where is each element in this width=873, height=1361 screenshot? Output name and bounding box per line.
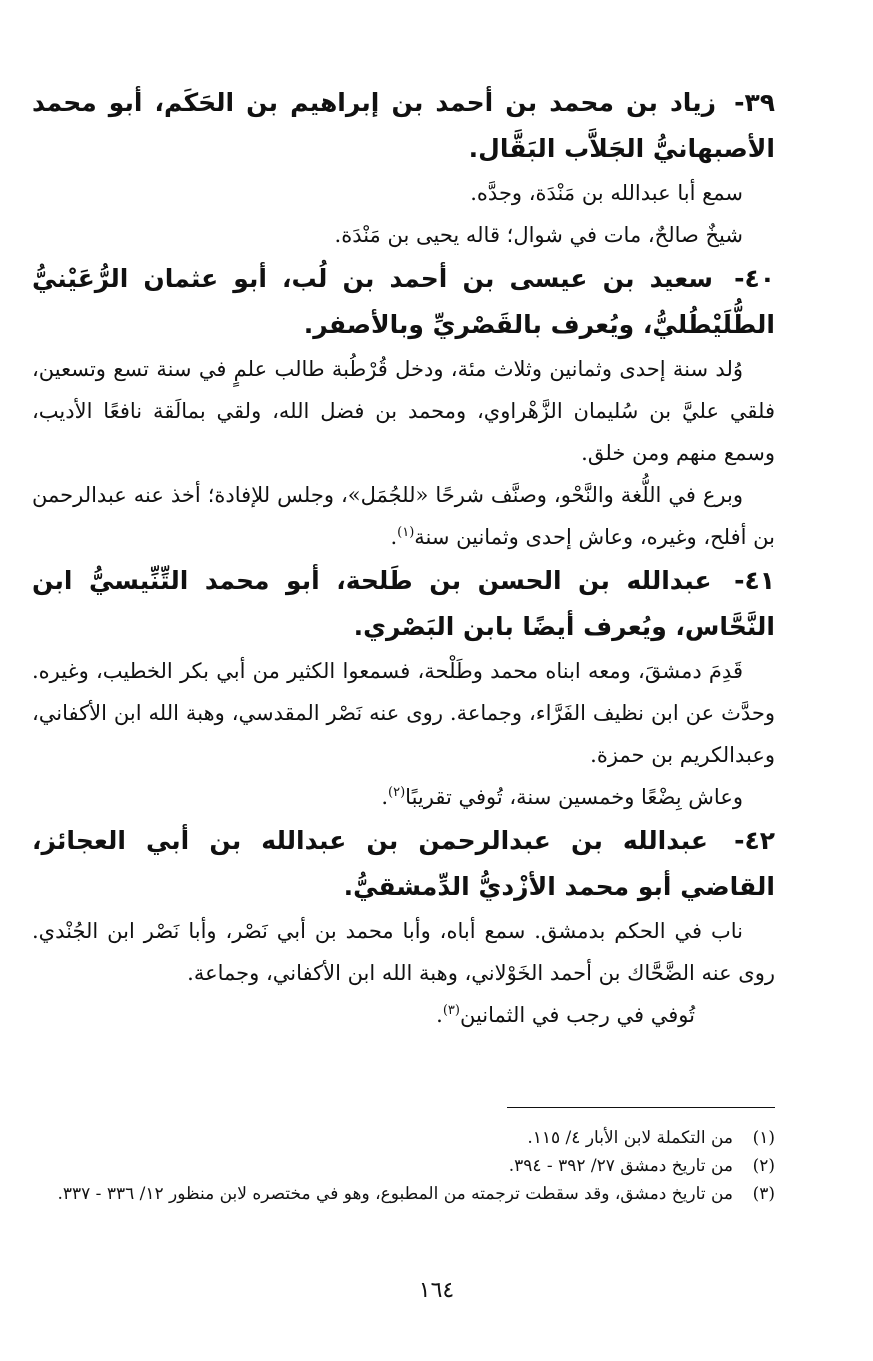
footnote-text: من تاريخ دمشق، وقد سقطت ترجمته من المطبوع، وهو في مختصره لابن منظور ١٢/ ٣٣٦ - ٣٣٧.: [57, 1184, 733, 1204]
entry-title: عبدالله بن عبدالرحمن بن عبدالله بن أبي العجائز، القاضي أبو محمد الأزْديُّ الدِّمشقيُّ.: [32, 826, 775, 901]
page-body: [32, 80, 775, 1036]
entry-title: زياد بن محمد بن أحمد بن إبراهيم بن الحَكَم، أبو محمد الأصبهانيُّ الجَلاَّب البَقَّال.: [32, 88, 775, 163]
footnote-text: من تاريخ دمشق ٢٧/ ٣٩٢ - ٣٩٤.: [508, 1156, 733, 1176]
entry-paragraph-text: تُوفي في رجب في الثمانين: [459, 1003, 695, 1027]
entry-heading: [32, 818, 775, 910]
footnote-ref[interactable]: (١): [397, 525, 415, 540]
entry-paragraph-text: وبرع في اللُّغة والنَّحْو، وصنَّف شرحًا «للجُمَل»، وجلس للإفادة؛ أخذ عنه عبدالرحمن بن أفلح، وغيره، وعاش إحدى وثمانين سنة: [32, 483, 775, 549]
entry-paragraph: سمع أبا عبدالله بن مَنْدَة، وجدَّه.: [470, 181, 743, 205]
footnotes: [40, 1124, 775, 1208]
entry-number: ٤٢-: [734, 826, 775, 855]
page-number: ١٦٤: [418, 1278, 455, 1303]
footnote-ref[interactable]: (٣): [442, 1003, 460, 1018]
footnote-text: من التكملة لابن الأبار ٤/ ١١٥.: [527, 1128, 733, 1148]
footnote-number: (٣): [752, 1184, 775, 1204]
entry-number: ٤٠-: [734, 264, 775, 293]
footnote: [40, 1124, 775, 1152]
entry-number: ٤١-: [734, 566, 775, 595]
entry-paragraph: وبرع في اللُّغة والنَّحْو، وصنَّف شرحًا «للجُمَل»، وجلس للإفادة؛ أخذ عنه عبدالرحمن بن أفلح، وغيره، وعاش إحدى وثمانين سنة$^{(١)}$.: [32, 483, 775, 549]
entry-paragraph: ناب في الحكم بدمشق. سمع أباه، وأبا محمد بن أبي نَصْر، وأبا نَصْر ابن الجُنْدي. روى عنه الضَّحَّاك بن أحمد الخَوْلاني، وهبة الله ابن الأكفاني، وجماعة.: [32, 919, 775, 985]
footnote-number: (٢): [752, 1156, 775, 1176]
entry-title: عبدالله بن الحسن بن طَلحة، أبو محمد التِّنِّيسيُّ ابن النَّحَّاس، ويُعرف أيضًا بابن البَصْري.: [32, 566, 775, 641]
footnote: [40, 1180, 775, 1208]
entry-paragraph: وعاش بِضْعًا وخمسين سنة، تُوفي تقريبًا$^{(٢)}$.: [381, 785, 743, 809]
entry-paragraph: وُلد سنة إحدى وثمانين وثلاث مئة، ودخل قُرْطُبة طالب علمٍ في سنة تسع وتسعين، فلقي عليَّ بن سُليمان الزَّهْراوي، ومحمد بن فضل الله، ولقي بمالَقة نافعًا الأديب، وسمع منهم ومن خلق.: [32, 357, 775, 465]
entry-paragraph: تُوفي في رجب في الثمانين$^{(٣)}$.: [436, 1003, 695, 1027]
entry-number: ٣٩-: [734, 88, 775, 117]
entry-heading: [32, 558, 775, 650]
entry-paragraph: قَدِمَ دمشقَ، ومعه ابناه محمد وطَلْحة، فسمعوا الكثير من أبي بكر الخطيب، وغيره. وحدَّث عن ابن نظيف الفَرَّاء، وجماعة. روى عنه نَصْر المقدسي، وهبة الله ابن الأكفاني، وعبدالكريم بن حمزة.: [32, 659, 775, 767]
entry-paragraph: شيخٌ صالحٌ، مات في شوال؛ قاله يحيى بن مَنْدَة.: [334, 223, 743, 247]
entry-title: سعيد بن عيسى بن أحمد بن لُب، أبو عثمان الرُّعَيْنيُّ الطُّلَيْطُليُّ، ويُعرف بالقَصْريِّ وبالأصفر.: [32, 264, 775, 339]
footnote: [40, 1152, 775, 1180]
entry-heading: [32, 80, 775, 172]
entry-heading: [32, 256, 775, 348]
footnote-number: (١): [752, 1128, 775, 1148]
entry-paragraph-text: وعاش بِضْعًا وخمسين سنة، تُوفي تقريبًا: [405, 785, 743, 809]
footnote-ref[interactable]: (٢): [388, 785, 406, 800]
footnote-divider: [507, 1107, 775, 1108]
